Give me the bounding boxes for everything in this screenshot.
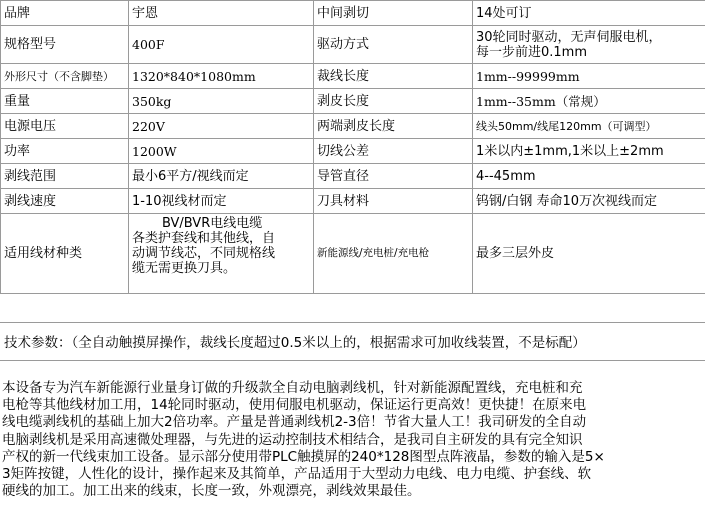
description-line: 线电缆剥线机的基础上加大2倍功率。产量是普通剥线机2-3倍！节省大量人工！我司研发的全自动 bbox=[2, 414, 587, 431]
spec-label: 电源电压 bbox=[1, 114, 129, 139]
spec-label: 导管直径 bbox=[314, 164, 473, 189]
spec-value: 最小6平方/视线而定 bbox=[129, 164, 314, 189]
spec-label: 适用线材种类 bbox=[1, 214, 129, 294]
description-line: 产权的新一代线束加工设备。显示部分使用带PLC触摸屏的240*128图型点阵液晶，参数的输入是5× bbox=[2, 448, 605, 465]
spec-value bbox=[473, 26, 705, 64]
spec-value: 线头50mm/线尾120mm（可调型） bbox=[473, 114, 705, 139]
spec-value-line: 30轮同时驱动，无声伺服电机， bbox=[476, 29, 662, 45]
spec-value: 1320*840*1080mm bbox=[129, 64, 314, 89]
spec-label: 外形尺寸（不含脚垫） bbox=[1, 64, 129, 89]
description-line: 3矩阵按键，人性化的设计，操作起来及其简单，产品适用于大型动力电线、电力电缆、护套线、软 bbox=[2, 466, 592, 483]
spec-label: 功率 bbox=[1, 139, 129, 164]
description-line: 硬线的加工。加工出来的线束，长度一致，外观漂亮，剥线效果最佳。 bbox=[2, 483, 421, 500]
description-line: 电枪等其他线材加工用，14轮同时驱动，使用伺服电机驱动，保证运行更高效！更快捷！在原来电 bbox=[2, 397, 587, 414]
spec-row-brand bbox=[1, 1, 705, 26]
spec-row-strip-range bbox=[1, 164, 705, 189]
spec-value: 宇恩 bbox=[129, 1, 314, 26]
spec-row-model bbox=[1, 26, 705, 64]
spec-value: 400F bbox=[129, 26, 314, 64]
spec-value-line: 动调节线芯，不同规格线 bbox=[132, 246, 276, 261]
spec-label: 规格型号 bbox=[1, 26, 129, 64]
spec-value bbox=[129, 214, 314, 294]
spec-label: 中间剥切 bbox=[314, 1, 473, 26]
spec-value: 1mm--99999mm bbox=[473, 64, 705, 89]
spec-label: 剥皮长度 bbox=[314, 89, 473, 114]
spec-value: 钨钢/白钢 寿命10万次视线而定 bbox=[473, 189, 705, 214]
spec-row-strip-speed bbox=[1, 189, 705, 214]
description-line: 电脑剥线机是采用高速微处理器，与先进的运动控制技术相结合，是我司自主研发的具有完全知识 bbox=[2, 431, 583, 448]
spec-value: 1200W bbox=[129, 139, 314, 164]
spec-label: 驱动方式 bbox=[314, 26, 473, 64]
spec-value: 1mm--35mm（常规） bbox=[473, 89, 705, 114]
spec-label: 剥线速度 bbox=[1, 189, 129, 214]
spec-value: 350kg bbox=[129, 89, 314, 114]
tech-params-note: 技术参数：（全自动触摸屏操作，裁线长度超过0.5米以上的，根据需求可加收线装置，不是标配） bbox=[4, 335, 586, 351]
spec-value: 1-10视线材而定 bbox=[129, 189, 314, 214]
divider bbox=[0, 322, 705, 323]
spec-value: 14处可订 bbox=[473, 1, 705, 26]
spec-value: 最多三层外皮 bbox=[473, 214, 705, 294]
spec-row-voltage bbox=[1, 114, 705, 139]
spec-row-wire-types bbox=[1, 214, 705, 294]
spec-label: 品牌 bbox=[1, 1, 129, 26]
spec-label: 切线公差 bbox=[314, 139, 473, 164]
spec-label: 新能源线/充电桩/充电枪 bbox=[314, 214, 473, 294]
spec-row-dimensions bbox=[1, 64, 705, 89]
divider bbox=[0, 360, 705, 361]
spec-label: 两端剥皮长度 bbox=[314, 114, 473, 139]
spec-label: 刀具材料 bbox=[314, 189, 473, 214]
spec-row-power bbox=[1, 139, 705, 164]
product-description bbox=[2, 380, 705, 500]
spec-label: 裁线长度 bbox=[314, 64, 473, 89]
spec-value: 4--45mm bbox=[473, 164, 705, 189]
spec-row-weight bbox=[1, 89, 705, 114]
spec-value-line: 各类护套线和其他线，自 bbox=[132, 231, 276, 246]
description-line: 本设备专为汽车新能源行业量身订做的升级款全自动电脑剥线机，针对新能源配置线，充电桩和充 bbox=[2, 380, 583, 396]
spec-value-line: BV/BVR电线电缆 bbox=[162, 216, 263, 231]
spec-value: 220V bbox=[129, 114, 314, 139]
spec-value-line: 缆无需更换刀具。 bbox=[132, 261, 237, 276]
spec-value: 1米以内±1mm,1米以上±2mm bbox=[473, 139, 705, 164]
spec-value-line: 每一步前进0.1mm bbox=[476, 44, 588, 60]
spec-label: 剥线范围 bbox=[1, 164, 129, 189]
spec-label: 重量 bbox=[1, 89, 129, 114]
